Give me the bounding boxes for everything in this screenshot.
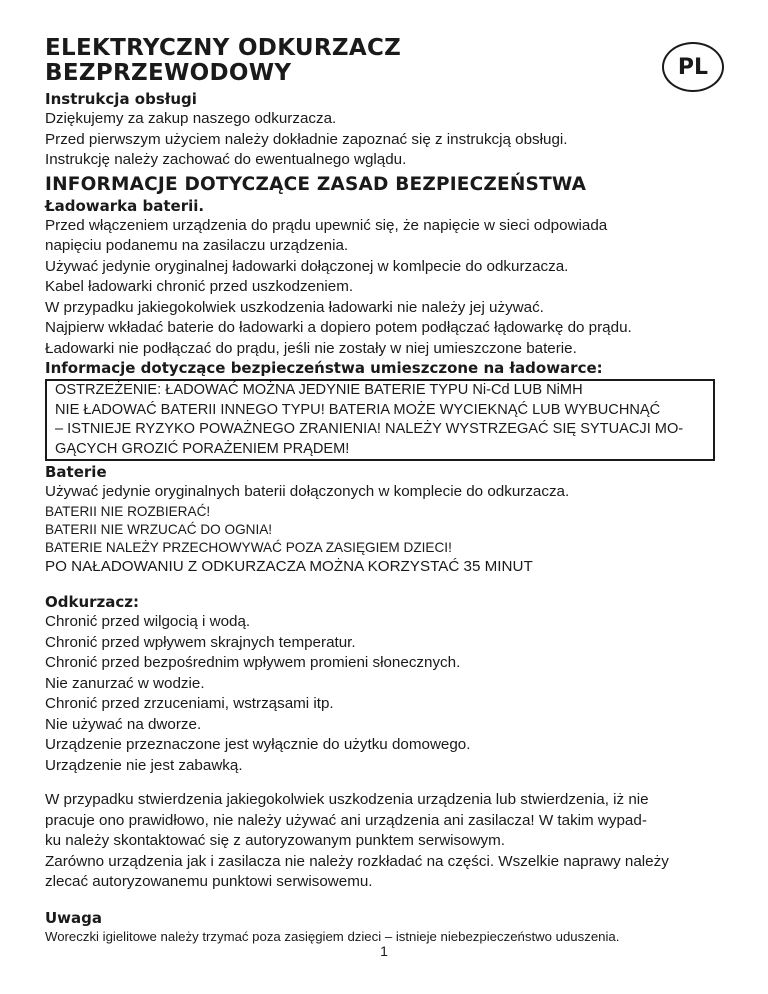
charger-heading: Ładowarka baterii.	[45, 196, 205, 215]
intro-heading: Instrukcja obsługi	[45, 90, 197, 108]
batteries-line: PO NAŁADOWANIU Z ODKURZACZA MOŻNA KORZYSTAĆ 35 MINUT	[45, 557, 533, 575]
charger-line: Ładowarki nie podłączać do prądu, jeśli nie zostały w niej umieszczone baterie.	[45, 339, 577, 357]
charger-line: Kabel ładowarki chronić przed uszkodzeniem.	[45, 278, 354, 295]
damage-line: Zarówno urządzenia jak i zasilacza nie należy rozkładać na części. Wszelkie naprawy należy	[45, 852, 669, 870]
charger-line: napięciu podanemu na zasilaczu urządzenia.	[45, 237, 349, 254]
warning-box	[45, 379, 715, 461]
damage-line: W przypadku stwierdzenia jakiegokolwiek uszkodzenia urządzenia lub stwierdzenia, iż nie	[45, 791, 649, 808]
vacuum-line: Nie używać na dworze.	[45, 715, 202, 733]
warning-line: NIE ŁADOWAĆ BATERII INNEGO TYPU! BATERIA MOŻE WYCIEKNĄĆ LUB WYBUCHNĄĆ	[55, 401, 661, 418]
batteries-line: BATERII NIE WRZUCAĆ DO OGNIA!	[45, 521, 273, 537]
vacuum-line: Chronić przed wpływem skrajnych temperatur.	[45, 633, 356, 651]
warning-line: OSTRZEŻENIE: ŁADOWAĆ MOŻNA JEDYNIE BATERIE TYPU Ni-Cd LUB NiMH	[55, 382, 583, 398]
note-text: Woreczki igielitowe należy trzymać poza zasięgiem dzieci – istnieje niebezpieczeństwo uduszenia.	[45, 928, 620, 944]
intro-line: Dziękujemy za zakup naszego odkurzacza.	[45, 110, 337, 127]
vacuum-heading: Odkurzacz:	[45, 593, 140, 611]
damage-line: ku należy skontaktować się z autoryzowanym punktem serwisowym.	[45, 832, 506, 849]
batteries-line: BATERII NIE ROZBIERAĆ!	[45, 503, 211, 519]
charger-info-heading: Informacje dotyczące bezpieczeństwa umieszczone na ładowarce:	[45, 359, 603, 377]
warning-line: GĄCYCH GROZIĆ PORAŻENIEM PRĄDEM!	[55, 440, 350, 457]
batteries-heading: Baterie	[45, 463, 107, 481]
title-line-1: ELEKTRYCZNY ODKURZACZ	[45, 35, 402, 61]
damage-line: pracuje ono prawidłowo, nie należy używać ani urządzenia ani zasilacza! W takim wypad-	[45, 811, 647, 829]
vacuum-line: Urządzenie nie jest zabawką.	[45, 756, 243, 774]
batteries-line: Używać jedynie oryginalnych baterii dołączonych w komplecie do odkurzacza.	[45, 483, 570, 500]
batteries-line: BATERIE NALEŻY PRZECHOWYWAĆ POZA ZASIĘGIEM DZIECI!	[45, 539, 452, 555]
language-badge: PL	[662, 42, 724, 92]
warning-line: – ISTNIEJE RYZYKO POWAŻNEGO ZRANIENIA! NALEŻY WYSTRZEGAĆ SIĘ SYTUACJI MO-	[55, 421, 684, 437]
note-heading: Uwaga	[45, 908, 103, 927]
document-title	[45, 36, 735, 86]
vacuum-line: Chronić przed bezpośrednim wpływem promieni słonecznych.	[45, 654, 461, 671]
vacuum-line: Urządzenie przeznaczone jest wyłącznie do użytku domowego.	[45, 736, 471, 753]
charger-line: W przypadku jakiegokolwiek uszkodzenia ładowarki nie należy jej używać.	[45, 298, 544, 316]
charger-line: Najpierw wkładać baterie do ładowarki a dopiero potem podłączać łądowarkę do prądu.	[45, 319, 632, 336]
safety-heading: INFORMACJE DOTYCZĄCE ZASAD BEZPIECZEŃSTWA	[45, 173, 587, 195]
charger-line: Używać jedynie oryginalnej ładowarki dołączonej w komlpecie do odkurzacza.	[45, 257, 569, 275]
title-line-2: BEZPRZEWODOWY	[45, 60, 292, 86]
page-number: 1	[380, 943, 388, 959]
vacuum-line: Nie zanurzać w wodzie.	[45, 674, 205, 692]
charger-line: Przed włączeniem urządzenia do prądu upewnić się, że napięcie w sieci odpowiada	[45, 216, 608, 234]
manual-page	[45, 36, 735, 946]
vacuum-line: Chronić przed wilgocią i wodą.	[45, 613, 251, 630]
vacuum-line: Chronić przed zrzuceniami, wstrząsami itp.	[45, 695, 334, 712]
damage-line: zlecać autoryzowanemu punktowi serwisowemu.	[45, 873, 373, 890]
intro-line: Przed pierwszym użyciem należy dokładnie zapoznać się z instrukcją obsługi.	[45, 130, 568, 148]
intro-line: Instrukcję należy zachować do ewentualnego wglądu.	[45, 151, 407, 168]
